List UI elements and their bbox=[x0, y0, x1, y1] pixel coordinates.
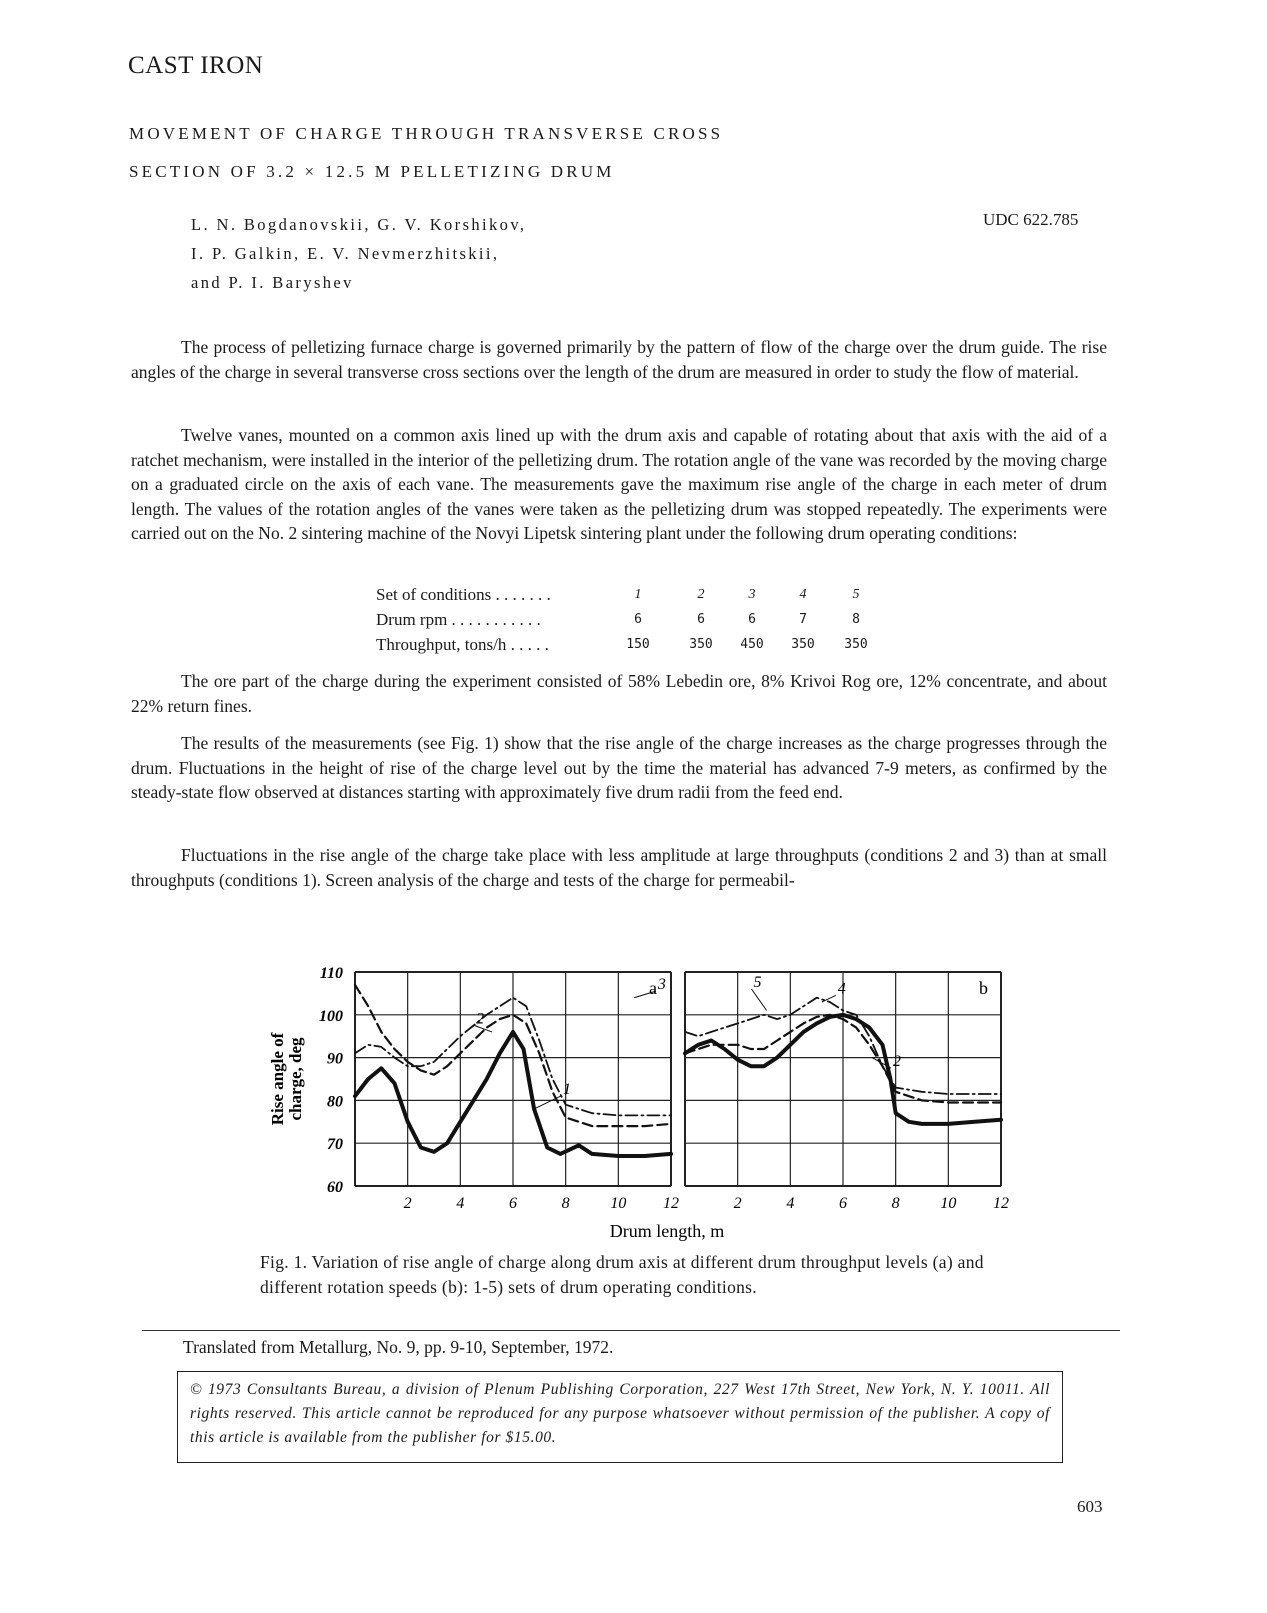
curve-label: 3 bbox=[657, 976, 666, 994]
copyright-box: © 1973 Consultants Bureau, a division of Plenum Publishing Corporation, 227 West 17th Street, New York, N. Y. 10011. All rights reserved. This article cannot be reproduced for any purpose whatsoever without permission of the publisher. A copy of this article is available from the publisher for $15.00. bbox=[177, 1371, 1063, 1463]
curve-label: 5 bbox=[753, 973, 762, 991]
x-tick-label: 12 bbox=[663, 1195, 679, 1212]
y-tick-label: 60 bbox=[327, 1179, 343, 1196]
section-heading: CAST IRON bbox=[128, 52, 264, 79]
conditions-cell: 1 bbox=[634, 587, 642, 602]
x-tick-label: 6 bbox=[509, 1195, 517, 1212]
x-tick-label: 4 bbox=[786, 1195, 795, 1212]
curve-label: 1 bbox=[563, 1080, 572, 1098]
conditions-cell: 350 bbox=[844, 637, 868, 652]
paragraph-4: The results of the measurements (see Fig. 1) show that the rise angle of the charge increases as the charge progresses through the drum. Fluctuations in the height of rise of the charge level out by the time the material has advanced 7-9 meters, as confirmed by the steady-state flow observed at distances starting with approximately five drum radii from the feed end. bbox=[131, 733, 1107, 802]
x-tick-label: 10 bbox=[940, 1195, 957, 1212]
y-tick-label: 110 bbox=[319, 965, 343, 982]
x-tick-label: 12 bbox=[993, 1195, 1009, 1212]
y-axis-label: Rise angle of bbox=[268, 1032, 287, 1126]
conditions-row-set bbox=[376, 582, 896, 607]
conditions-cell: 6 bbox=[697, 612, 705, 627]
y-tick-label: 90 bbox=[327, 1050, 343, 1068]
figure-caption: Fig. 1. Variation of rise angle of charge along drum axis at different drum throughput levels (a) and different rotation speeds (b): 1-5) sets of drum operating conditions. bbox=[260, 1252, 984, 1297]
figure-1-chart bbox=[255, 955, 1025, 1245]
authors bbox=[191, 210, 526, 297]
conditions-cell: 6 bbox=[748, 612, 756, 627]
footnote-rule bbox=[142, 1330, 1120, 1331]
y-tick-label: 80 bbox=[327, 1093, 343, 1111]
chart-panel-b bbox=[685, 972, 1001, 1186]
x-tick-label: 8 bbox=[891, 1195, 900, 1212]
curve-label: 2 bbox=[476, 1010, 485, 1028]
curve-label-leader bbox=[751, 989, 766, 1011]
panel-label: b bbox=[979, 978, 988, 998]
conditions-row-label: Set of conditions . . . . . . . bbox=[376, 585, 551, 604]
conditions-cell: 3 bbox=[748, 587, 756, 602]
x-tick-label: 2 bbox=[403, 1195, 412, 1212]
paragraph-1: The process of pelletizing furnace charge is governed primarily by the pattern of flow of the charge over the drum guide. The rise angles of the charge in several transverse cross sections over the length of the drum are measured in order to study the flow of material. bbox=[131, 337, 1107, 382]
conditions-cell: 450 bbox=[740, 637, 764, 652]
panel-label: a bbox=[649, 978, 657, 998]
conditions-cell: 150 bbox=[626, 637, 650, 652]
x-axis-label: Drum length, m bbox=[609, 1221, 725, 1241]
x-tick-label: 10 bbox=[610, 1195, 627, 1212]
conditions-row-throughput bbox=[376, 632, 896, 657]
conditions-cell: 7 bbox=[799, 612, 807, 627]
authors-line3: and P. I. Baryshev bbox=[191, 273, 354, 292]
conditions-cell: 350 bbox=[689, 637, 713, 652]
conditions-cell: 8 bbox=[852, 612, 860, 627]
conditions-cell: 6 bbox=[634, 612, 642, 627]
y-tick-label: 100 bbox=[319, 1007, 343, 1025]
chart-axis-labels bbox=[268, 965, 1009, 1241]
conditions-row-label: Throughput, tons/h . . . . . bbox=[376, 635, 549, 654]
paragraph-5: Fluctuations in the rise angle of the charge take place with less amplitude at large throughputs (conditions 2 and 3) than at small throughputs (conditions 1). Screen analysis of the charge and tests of the charge for permeabil- bbox=[131, 845, 1107, 890]
paragraph-2: Twelve vanes, mounted on a common axis lined up with the drum axis and capable of rotating about that axis with the aid of a ratchet mechanism, were installed in the interior of the pelletizing drum. The rotation angle of the vane was recorded by the moving charge on a graduated circle on the axis of each vane. The measurements gave the maximum rise angle of the charge in each meter of drum length. The values of the rotation angles of the vanes were taken as the pelletizing drum was stopped repeatedly. The experiments were carried out on the No. 2 sintering machine of the Novyi Lipetsk sintering plant under the following drum operating conditions: bbox=[131, 425, 1107, 543]
conditions-row-rpm bbox=[376, 607, 896, 632]
conditions-row-label: Drum rpm . . . . . . . . . . . bbox=[376, 610, 541, 629]
curve-label: 2 bbox=[893, 1053, 902, 1071]
udc-code: UDC 622.785 bbox=[983, 210, 1079, 229]
authors-line1: L. N. Bogdanovskii, G. V. Korshikov, bbox=[191, 215, 527, 234]
article-title-line1: MOVEMENT OF CHARGE THROUGH TRANSVERSE CROSS bbox=[129, 124, 724, 143]
conditions-cell: 5 bbox=[852, 587, 860, 602]
curve-label: 4 bbox=[837, 980, 846, 998]
x-tick-label: 4 bbox=[456, 1195, 465, 1212]
authors-line2: I. P. Galkin, E. V. Nevmerzhitskii, bbox=[191, 244, 500, 263]
conditions-cell: 2 bbox=[697, 587, 705, 602]
conditions-cell: 4 bbox=[799, 587, 807, 602]
conditions-table bbox=[376, 582, 896, 657]
x-tick-label: 2 bbox=[733, 1195, 742, 1212]
paragraph-3: The ore part of the charge during the experiment consisted of 58% Lebedin ore, 8% Krivoi Rog ore, 12% concentrate, and about 22% return fines. bbox=[131, 671, 1107, 716]
x-tick-label: 6 bbox=[839, 1195, 847, 1212]
page-number: 603 bbox=[1077, 1497, 1103, 1516]
conditions-cell: 350 bbox=[791, 637, 815, 652]
y-tick-label: 70 bbox=[327, 1136, 343, 1154]
chart-panel-a bbox=[355, 972, 671, 1186]
x-tick-label: 8 bbox=[561, 1195, 570, 1212]
article-title-line2: SECTION OF 3.2 × 12.5 M PELLETIZING DRUM bbox=[129, 162, 615, 181]
translation-note: Translated from Metallurg, No. 9, pp. 9-10, September, 1972. bbox=[183, 1337, 614, 1357]
y-axis-label: charge, deg bbox=[286, 1037, 305, 1121]
